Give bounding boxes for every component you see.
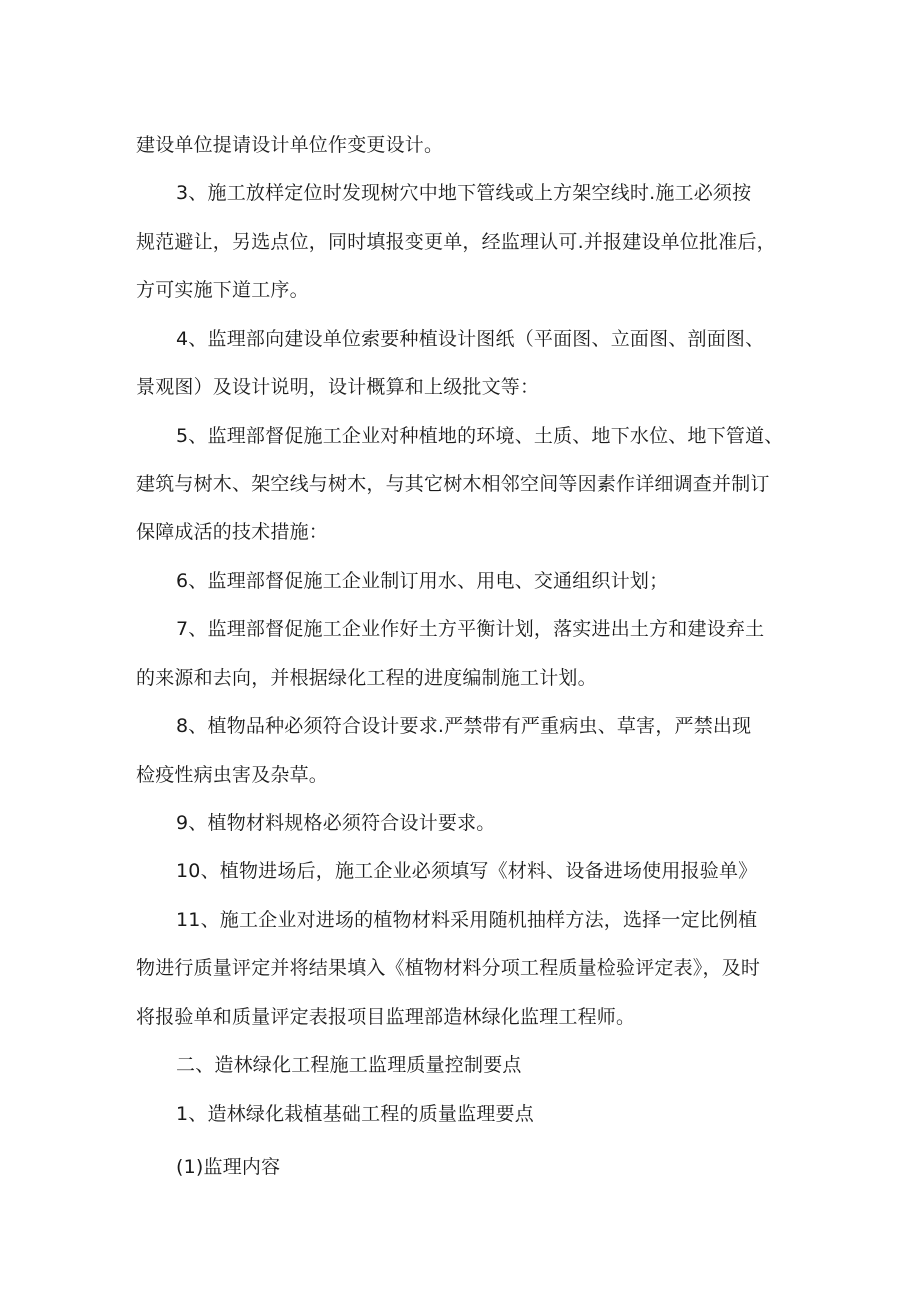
text-line-14: 检疫性病虫害及杂草。 — [136, 764, 329, 786]
text-line-19: 将报验单和质量评定表报项目监理部造林绿化监理工程师。 — [136, 1006, 636, 1028]
list-item-9: 9、植物材料规格必须符合设计要求。 — [176, 812, 496, 834]
section-heading: 二、造林绿化工程施工监理质量控制要点 — [176, 1054, 522, 1076]
list-item-4: 4、监理部向建设单位索要种植设计图纸（平面图、立面图、剖面图、 — [176, 328, 765, 350]
text-line-3: 规范避让，另选点位，同时填报变更单，经监理认可.并报建设单位批准后， — [136, 231, 776, 253]
text-line-6: 景观图）及设计说明，设计概算和上级批文等： — [136, 376, 540, 398]
sub-item-heading: (1)监理内容 — [176, 1156, 281, 1178]
text-line-1: 建设单位提请设计单位作变更设计。 — [136, 134, 444, 156]
list-item-11: 11、施工企业对进场的植物材料采用随机抽样方法，选择一定比例植 — [176, 909, 758, 931]
list-item-6: 6、监理部督促施工企业制订用水、用电、交通组织计划； — [176, 570, 669, 592]
subsection-heading: 1、造林绿化栽植基础工程的质量监理要点 — [176, 1103, 534, 1125]
list-item-5: 5、监理部督促施工企业对种植地的环境、土质、地下水位、地下管道、 — [176, 425, 784, 447]
text-line-8: 建筑与树木、架空线与树木，与其它树木相邻空间等因素作详细调查并制订 — [136, 473, 770, 495]
list-item-3: 3、施工放样定位时发现树穴中地下管线或上方架空线时.施工必须按 — [176, 182, 752, 204]
text-line-12: 的来源和去向，并根据绿化工程的进度编制施工计划。 — [136, 667, 597, 689]
list-item-10: 10、植物进场后，施工企业必须填写《材料、设备进场使用报验单》 — [176, 860, 758, 882]
list-item-7: 7、监理部督促施工企业作好土方平衡计划，落实进出土方和建设弃土 — [176, 618, 765, 640]
text-line-9: 保障成活的技术措施： — [136, 521, 329, 543]
text-line-18: 物进行质量评定并将结果填入《植物材料分项工程质量检验评定表》，及时 — [136, 957, 761, 979]
list-item-8: 8、植物品种必须符合设计要求.严禁带有严重病虫、草害，严禁出现 — [176, 715, 752, 737]
text-line-4: 方可实施下道工序。 — [136, 279, 309, 301]
